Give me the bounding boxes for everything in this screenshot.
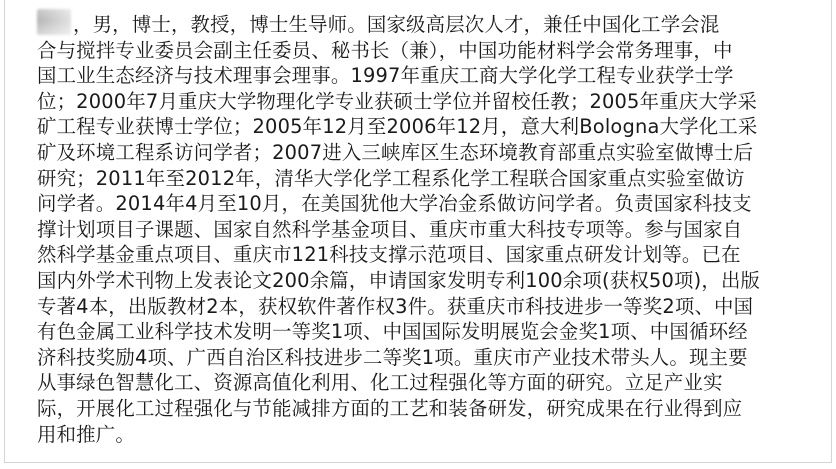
text-line-10: 然科学基金重点项目、重庆市121科技支撑示范项目、国家重点研发计划等。已在	[37, 243, 741, 267]
text-line-17: 用和推广。	[37, 422, 135, 446]
text-line-14: 济科技奖励4项、广西自治区科技进步二等奖1项。重庆市产业技术带头人。现主要	[37, 345, 748, 369]
text-line-1	[37, 9, 827, 38]
biography-paragraph	[37, 9, 827, 447]
text-line-13: 有色金属工业科学技术发明一等奖1项、中国国际发明展览会金奖1项、中国循环经	[37, 320, 748, 344]
redacted-name-blur	[37, 9, 71, 35]
text-line-11: 国内外学术刊物上发表论文200余篇，申请国家发明专利100余项(获权50项)，出版	[37, 268, 761, 292]
text-line-5: 矿工程专业获博士学位；2005年12月至2006年12月，意大利Bologna大学化工采	[37, 115, 758, 139]
text-line-6: 矿及环境工程系访问学者；2007进入三峡库区生态环境教育部重点实验室做博士后	[37, 140, 754, 164]
text-line-12: 专著4本，出版教材2本，获权软件著作权3件。获重庆市科技进步一等奖2项、中国	[37, 294, 754, 318]
text-line-1-content: ，男，博士，教授，博士生导师。国家级高层次人才，兼任中国化工学会混	[73, 13, 720, 36]
text-line-3: 国工业生态经济与技术理事会理事。1997年重庆工商大学化学工程专业获学士学	[37, 64, 734, 88]
text-line-9: 撑计划项目子课题、国家自然科学基金项目、重庆市重大科技专项等。参与国家自	[37, 217, 743, 241]
text-line-7: 研究；2011年至2012年，清华大学化学工程系化学工程联合国家重点实验室做访	[37, 166, 745, 190]
text-line-16: 际，开展化工过程强化与节能减排方面的工艺和装备研发，研究成果在行业得到应	[37, 396, 743, 420]
text-line-4: 位；2000年7月重庆大学物理化学专业获硕士学位并留校任教；2005年重庆大学采	[37, 89, 758, 113]
text-line-8: 问学者。2014年4月至10月，在美国犹他大学冶金系做访问学者。负责国家科技支	[37, 192, 752, 216]
text-line-15: 从事绿色智慧化工、资源高值化利用、化工过程强化等方面的研究。立足产业实	[37, 371, 723, 395]
document-frame	[4, 0, 832, 463]
text-line-2: 合与搅拌专业委员会副主任委员、秘书长（兼），中国功能材料学会常务理事，中	[37, 38, 733, 62]
